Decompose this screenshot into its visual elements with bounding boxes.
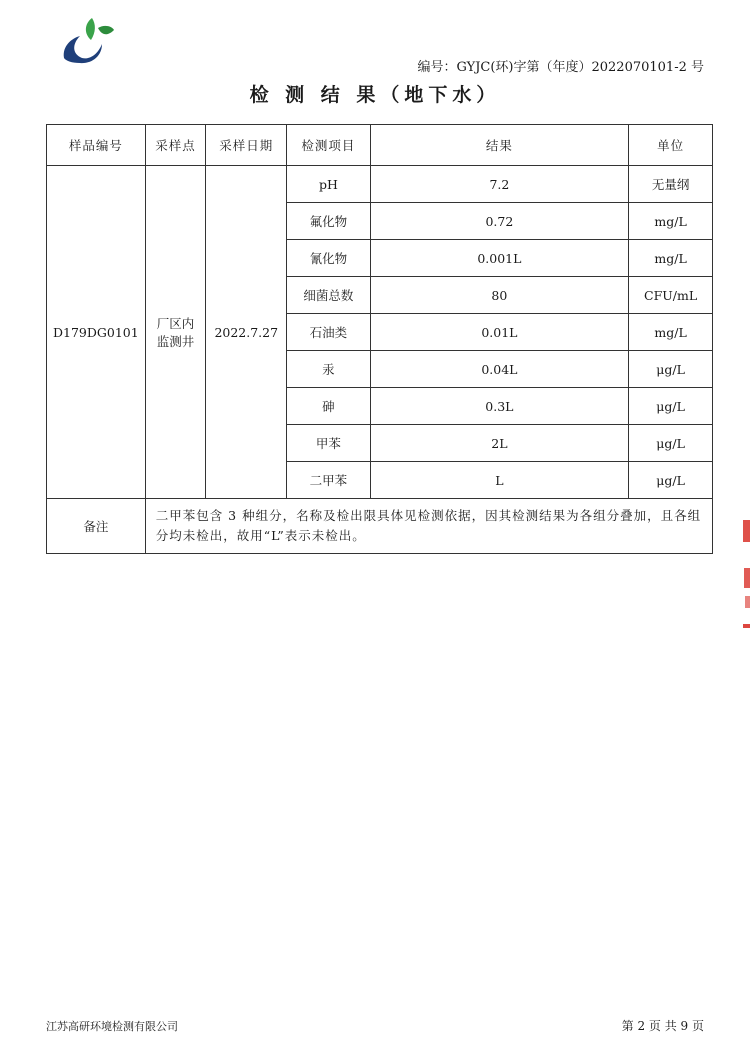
column-header-result: 结果: [370, 125, 629, 166]
unit-cell: μg/L: [629, 388, 713, 425]
table-row: [47, 166, 713, 203]
result-cell: 0.72: [370, 203, 629, 240]
column-header-sampling-point: 采样点: [145, 125, 206, 166]
result-cell: 80: [370, 277, 629, 314]
unit-cell: mg/L: [629, 203, 713, 240]
note-row: [47, 499, 713, 554]
logo-leaf-icon: [86, 18, 95, 40]
result-cell: L: [370, 462, 629, 499]
test-item-cell: 甲苯: [287, 425, 370, 462]
result-cell: 0.04L: [370, 351, 629, 388]
page-number: 第 2 页 共 9 页: [621, 1019, 704, 1033]
unit-cell: CFU/mL: [629, 277, 713, 314]
page-title: 检 测 结 果（地下水）: [249, 84, 501, 106]
table-header-row: [47, 125, 713, 166]
document-number: 编号：GYJC(环)字第（年度）2022070101-2 号: [417, 60, 704, 75]
seal-edge-mark: [740, 520, 750, 630]
result-cell: 0.01L: [370, 314, 629, 351]
unit-cell: μg/L: [629, 425, 713, 462]
sampling-point-line: 厂区内: [156, 316, 195, 331]
column-header-unit: 单位: [629, 125, 713, 166]
result-cell: 7.2: [370, 166, 629, 203]
unit-cell: mg/L: [629, 240, 713, 277]
logo-swoosh-icon: [64, 36, 102, 63]
sampling-date-cell: 2022.7.27: [206, 166, 287, 499]
column-header-sample-id: 样品编号: [47, 125, 146, 166]
unit-cell: μg/L: [629, 462, 713, 499]
test-item-cell: 砷: [287, 388, 370, 425]
unit-cell: mg/L: [629, 314, 713, 351]
sampling-point-line: 监测井: [156, 334, 195, 349]
result-cell: 0.001L: [370, 240, 629, 277]
test-item-cell: 汞: [287, 351, 370, 388]
note-label: 备注: [47, 499, 146, 554]
note-text: 二甲苯包含 3 种组分，名称及检出限具体见检测依据，因其检测结果为各组分叠加，且各组分均未检出，故用“L”表示未检出。: [145, 499, 712, 554]
company-logo: [58, 14, 120, 64]
test-item-cell: 二甲苯: [287, 462, 370, 499]
unit-cell: 无量纲: [629, 166, 713, 203]
sampling-point-cell: [145, 166, 206, 499]
logo-leaf-icon: [98, 26, 114, 34]
test-item-cell: 细菌总数: [287, 277, 370, 314]
test-item-cell: 氰化物: [287, 240, 370, 277]
result-cell: 0.3L: [370, 388, 629, 425]
column-header-test-item: 检测项目: [287, 125, 370, 166]
result-cell: 2L: [370, 425, 629, 462]
results-table: [46, 124, 713, 554]
test-item-cell: 氟化物: [287, 203, 370, 240]
column-header-sampling-date: 采样日期: [206, 125, 287, 166]
sample-id-cell: D179DG0101: [47, 166, 146, 499]
test-item-cell: 石油类: [287, 314, 370, 351]
unit-cell: μg/L: [629, 351, 713, 388]
test-item-cell: pH: [287, 166, 370, 203]
company-name: 江苏高研环境检测有限公司: [46, 1020, 178, 1033]
